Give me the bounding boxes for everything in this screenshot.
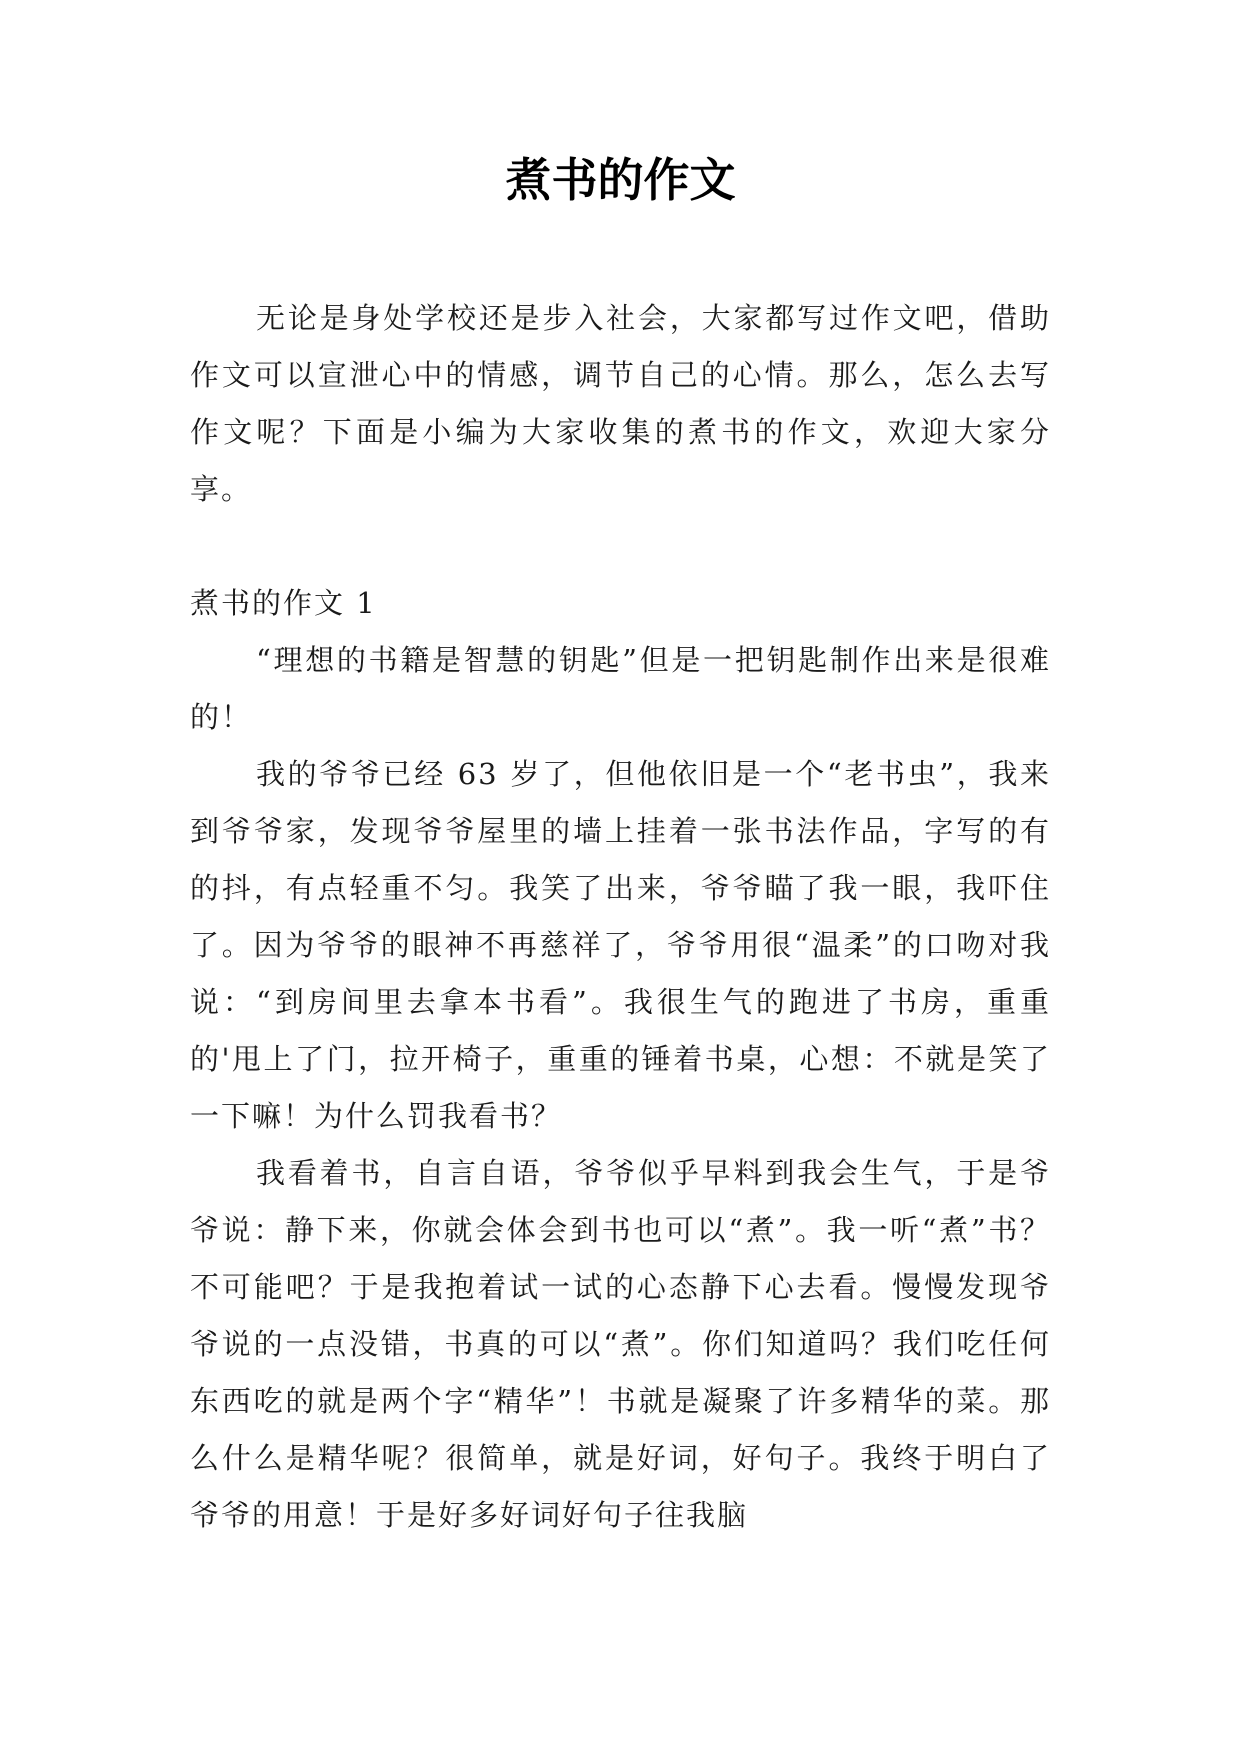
body-paragraph-1: “理想的书籍是智慧的钥匙”但是一把钥匙制作出来是很难的！: [190, 643, 1051, 734]
section-heading: 煮书的作文 1: [190, 586, 377, 620]
document-title: 煮书的作文: [505, 153, 736, 207]
document-body: [190, 290, 1051, 1544]
intro-paragraph: 无论是身处学校还是步入社会，大家都写过作文吧，借助作文可以宣泄心中的情感，调节自己的心情。那么，怎么去写作文呢？下面是小编为大家收集的煮书的作文，欢迎大家分享。: [190, 301, 1051, 506]
body-paragraph-2: 我的爷爷已经 63 岁了，但他依旧是一个“老书虫”，我来到爷爷家，发现爷爷屋里的墙上挂着一张书法作品，字写的有的抖，有点轻重不匀。我笑了出来，爷爷瞄了我一眼，我吓住了。因为爷爷的眼神不再慈祥了，爷爷用很“温柔”的口吻对我说：“到房间里去拿本书看”。我很生气的跑进了书房，重重的'甩上了门，拉开椅子，重重的锤着书桌，心想：不就是笑了一下嘛！为什么罚我看书？: [190, 757, 1051, 1133]
body-paragraph-3: 我看着书，自言自语，爷爷似乎早料到我会生气，于是爷爷说：静下来，你就会体会到书也可以“煮”。我一听“煮”书？不可能吧？于是我抱着试一试的心态静下心去看。慢慢发现爷爷说的一点没错，书真的可以“煮”。你们知道吗？我们吃任何东西吃的就是两个字“精华”！书就是凝聚了许多精华的菜。那么什么是精华呢？很简单，就是好词，好句子。我终于明白了爷爷的用意！于是好多好词好句子往我脑: [190, 1156, 1051, 1532]
